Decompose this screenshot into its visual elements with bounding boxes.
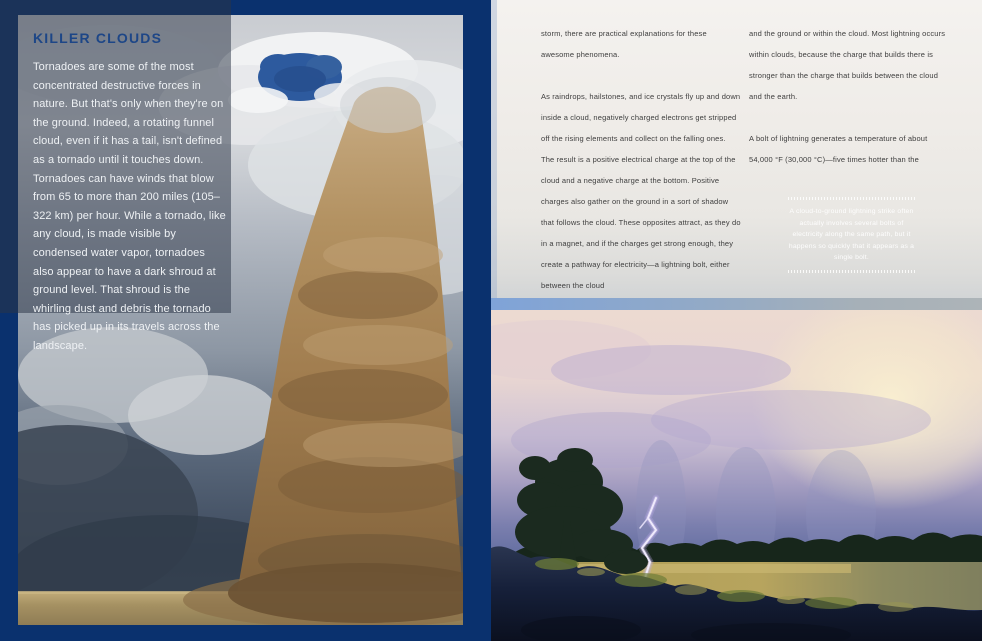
text-column-1	[541, 23, 741, 317]
lightning-photo-art	[491, 310, 982, 641]
column2-paragraph-2: A bolt of lightning generates a temperature of about 54,000 °F (30,000 °C)—five times hotter than the	[749, 134, 928, 164]
lightning-callout	[788, 197, 915, 273]
left-body-text: Tornadoes are some of the most concentrated destructive forces in nature. But that's only when they're on the ground. Indeed, a rotating funnel cloud, even if it has a tail, isn't defined as a tornado until it touches down. Tornadoes can have winds that blow from 65 to more than 200 miles (105–322 km) per hour. While a tornado, like any cloud, is made visible by condensed water vapor, tornadoes also appear to have a dark shroud at ground level. That shroud is the whirling dust and debris the tornado has picked up in its travels across the landscape.	[33, 61, 226, 352]
lightning-photo	[491, 310, 982, 641]
killer-clouds-panel	[0, 0, 231, 352]
text-column-2	[749, 23, 949, 191]
dashed-divider-top	[788, 197, 915, 200]
column1-paragraph-1: storm, there are practical explanations for these awesome phenomena.	[541, 29, 707, 59]
gutter-shadow	[491, 0, 497, 310]
callout-text: A cloud-to-ground lightning strike often actually involves several bolts of electricity along the same path, but it happens so quickly that it appears as a single bolt.	[788, 208, 915, 262]
right-page	[491, 0, 982, 641]
column1-paragraph-2: As raindrops, hailstones, and ice crystals fly up and down inside a cloud, negatively charged electrons get stripped off the rising elements and collect on the falling ones. The result is a positive electrical charge at the top of the cloud and a negative charge at the bottom. Positive charges also gather on the ground in a sort of shadow that follows the cloud. These opposites attract, as they do in a magnet, and if the charges get strong enough, they create a pathway for electricity—a lightning bolt, either between the cloud	[541, 92, 741, 290]
dashed-divider-bottom	[788, 270, 915, 273]
page-title: KILLER CLOUDS	[33, 30, 163, 46]
column2-paragraph-1: and the ground or within the cloud. Most lightning occurs within clouds, because the charge that builds there is stronger than the charge that builds between the cloud and the earth.	[749, 29, 946, 101]
